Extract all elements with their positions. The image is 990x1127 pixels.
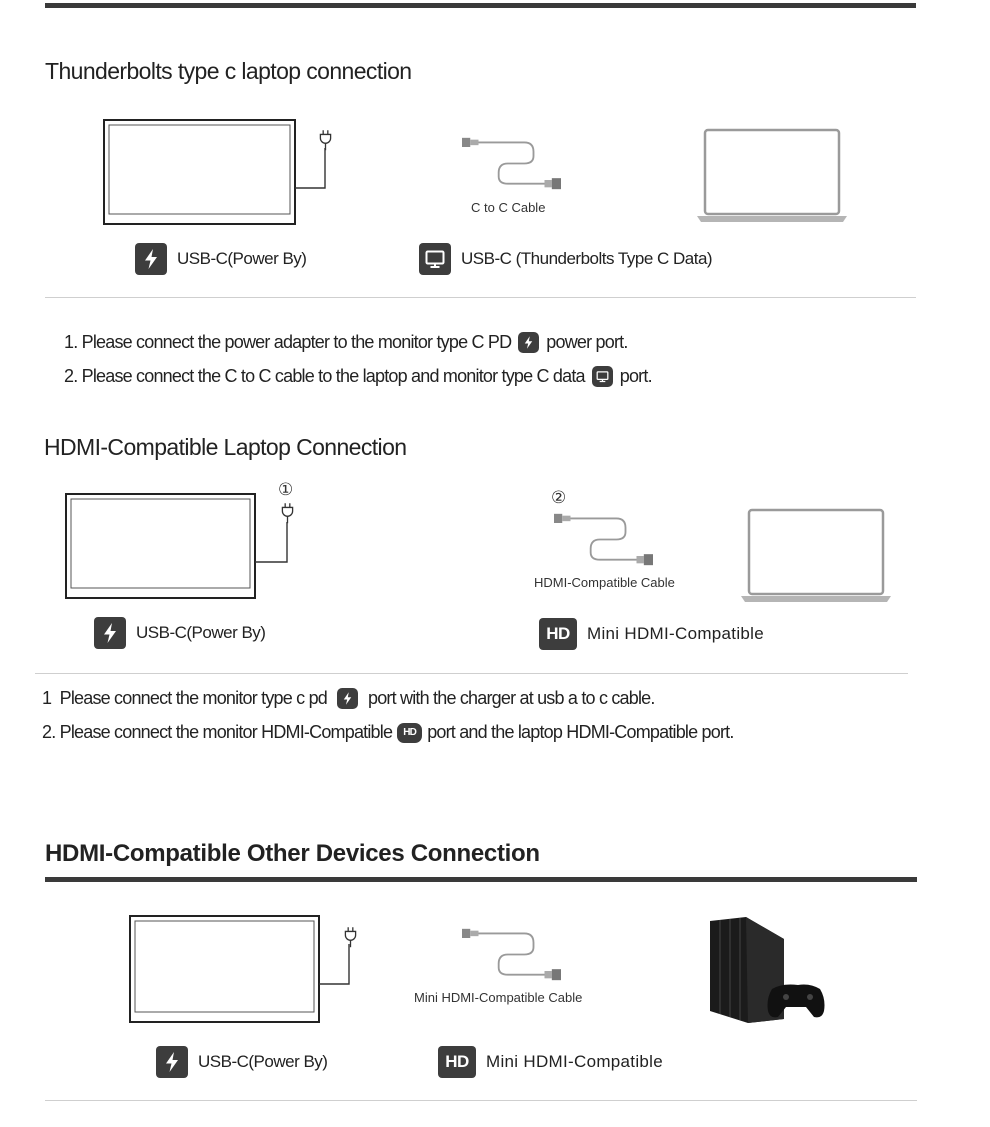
section-2-title: HDMI-Compatible Laptop Connection: [44, 434, 407, 460]
monitor-illustration: [65, 492, 297, 602]
step-text: 1 Please connect the monitor type c pd: [42, 688, 327, 708]
step-text: power port.: [546, 332, 628, 352]
step-text: port.: [619, 366, 652, 386]
game-console-icon: [706, 915, 828, 1025]
port-power-label: [156, 1046, 327, 1078]
laptop-icon: [741, 508, 891, 604]
hd-badge-text: HD: [546, 624, 570, 643]
step-text: port and the laptop HDMI-Compatible port.: [427, 722, 734, 742]
port-hdmi-text: Mini HDMI-Compatible: [587, 624, 764, 643]
lightning-icon: [156, 1046, 188, 1078]
lightning-icon: [337, 688, 358, 709]
port-hdmi-text: Mini HDMI-Compatible: [486, 1052, 663, 1071]
instruction-step: [42, 688, 655, 709]
monitor-icon: [419, 243, 451, 275]
section-3-rule: [45, 877, 917, 882]
lightning-icon: [94, 617, 126, 649]
instruction-step: [64, 366, 652, 387]
port-power-label: [135, 243, 306, 275]
marker-1: ①: [278, 480, 294, 499]
cable-icon: [554, 512, 664, 567]
instruction-step: [42, 722, 734, 743]
plug-icon: [319, 129, 332, 151]
top-rule: [45, 3, 916, 8]
section-1-title: Thunderbolts type c laptop connection: [45, 58, 412, 84]
hd-icon: [539, 618, 577, 650]
divider: [45, 297, 916, 298]
cable-caption: C to C Cable: [471, 200, 546, 215]
monitor-illustration: [129, 914, 361, 1026]
hd-badge-text: HD: [403, 727, 417, 738]
divider: [45, 1100, 917, 1101]
instruction-step: [64, 332, 628, 353]
cable-icon: [462, 927, 572, 982]
port-hdmi-label: [539, 618, 764, 650]
cable-icon: [462, 136, 572, 191]
plug-icon: [281, 502, 294, 524]
port-power-label: [94, 617, 265, 649]
step-text: 2. Please connect the C to C cable to the laptop and monitor type C data: [64, 366, 585, 386]
step-text: 2. Please connect the monitor HDMI-Compatible: [42, 722, 393, 742]
step-text: 1. Please connect the power adapter to the monitor type C PD: [64, 332, 512, 352]
divider: [35, 673, 908, 674]
monitor-icon: [592, 366, 613, 387]
cable-caption: HDMI-Compatible Cable: [534, 575, 675, 590]
port-power-text: USB-C(Power By): [177, 249, 307, 268]
laptop-icon: [697, 128, 847, 224]
port-data-label: [419, 243, 712, 275]
lightning-icon: [135, 243, 167, 275]
cable-caption: Mini HDMI-Compatible Cable: [414, 990, 583, 1005]
step-text: port with the charger at usb a to c cable.: [368, 688, 655, 708]
marker-2: ②: [551, 488, 567, 507]
monitor-illustration: [103, 118, 335, 228]
port-data-text: USB-C (Thunderbolts Type C Data): [461, 249, 713, 268]
port-power-text: USB-C(Power By): [136, 623, 266, 642]
lightning-icon: [518, 332, 539, 353]
hd-icon: [438, 1046, 476, 1078]
port-hdmi-label: [438, 1046, 663, 1078]
port-power-text: USB-C(Power By): [198, 1052, 328, 1071]
hd-icon: [397, 723, 422, 743]
section-3-title: HDMI-Compatible Other Devices Connection: [45, 840, 540, 867]
plug-icon: [344, 926, 357, 948]
hd-badge-text: HD: [445, 1052, 469, 1071]
